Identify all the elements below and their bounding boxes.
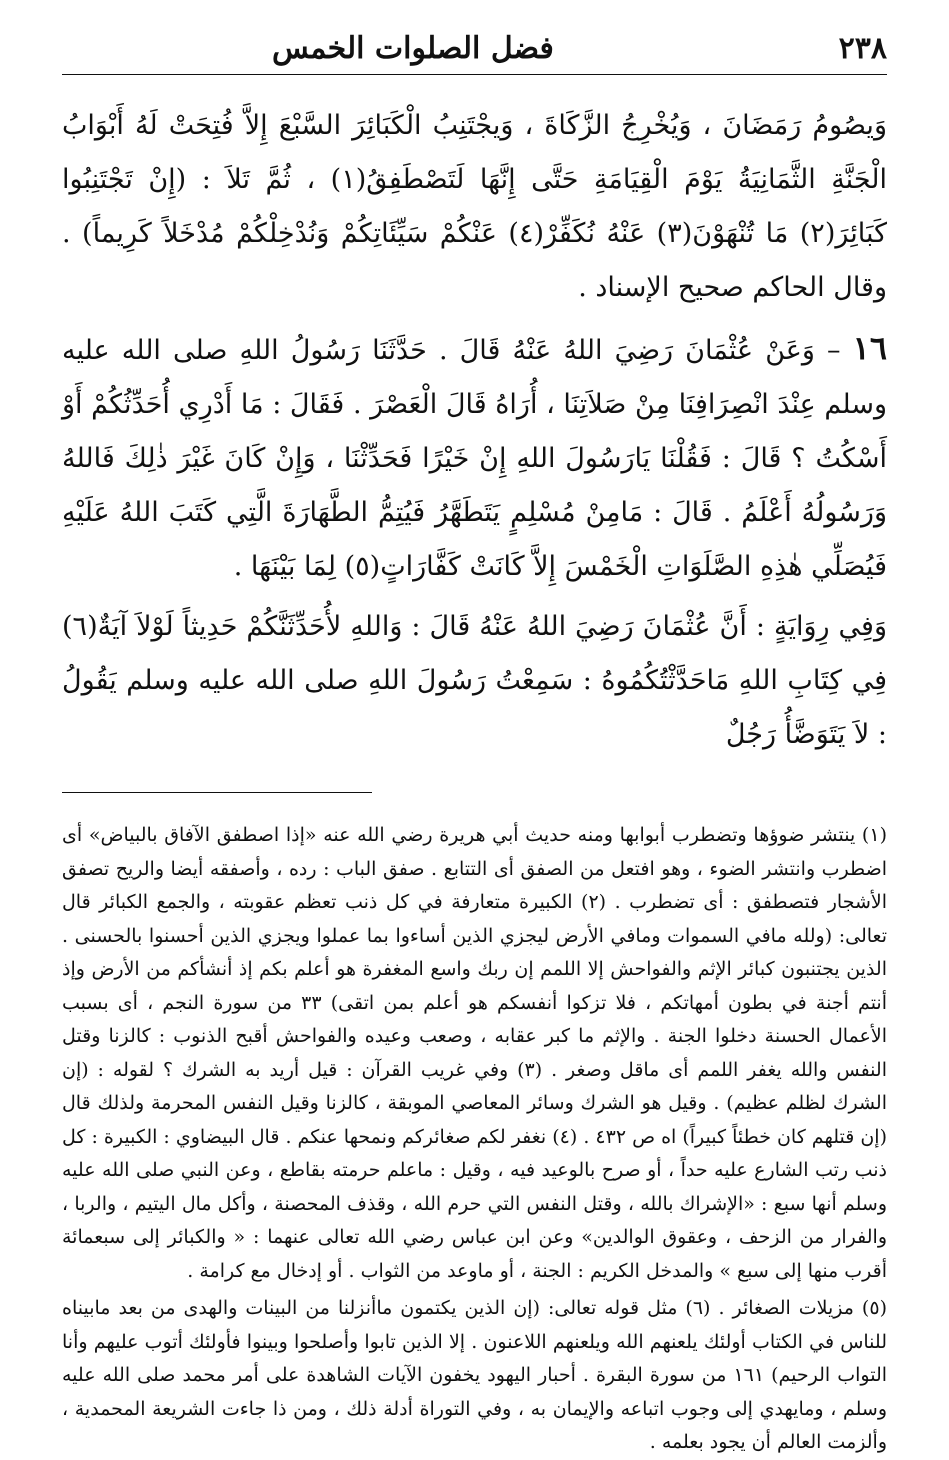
- hadith-number: ١٦: [852, 329, 887, 367]
- footnote-block-2: (٥) مزيلات الصغائر . (٦) مثل قوله تعالى: (إن الذين يكتمون ماأنزلنا من البينات والهدى من بعد مابيناه للناس في الكتاب أولئك يلعنهم الله ويلعنهم اللاعنون . إلا الذين تابوا وأصلحوا وبينوا فأولئك أتوب عليهم وأنا التواب الرحيم) ١٦١ من سورة البقرة . أحبار اليهود يخفون الآيات الشاهدة على أمر محمد صلى الله عليه وسلم ، ومايهدي إلى وجوب اتباعه والإيمان به ، وفي التوراة أدلة ذلك ، ومن ذا جاءت الشريعة المحمدية ، وألزمت العالم أن يجود بعلمه .: [62, 1297, 888, 1453]
- main-paragraph-1: وَيصُومُ رَمَضَانَ ، وَيُخْرِجُ الزَّكَاةَ ، وَيجْتَنِبُ الْكَبَائِرَ السَّبْعَ إِلاَّ فُتِحَتْ لَهُ أَبْوَابُ الْجَنَّةِ الثَّمَانِيَةُ يَوْمَ الْقِيَامَةِ حَتَّى إِنَّهَا لَتَصْطَفِقُ(١) ، ثُمَّ تَلاَ : (إِنْ تَجْتَنِبُوا كَبَائِرَ(٢) مَا تُنْهَوْنَ(٣) عَنْهُ نُكَفِّرْ(٤) عَنْكُمْ سَيِّئَاتِكُمْ وَنُدْخِلْكُمْ مُدْخَلاً كَرِيماً) . وقال الحاكم صحيح الإسناد .: [62, 110, 887, 303]
- main-paragraph-2-text: – وَعَنْ عُثْمَانَ رَضِيَ اللهُ عَنْهُ قَالَ . حَدَّثَنَا رَسُولُ اللهِ صلى الله عليه وسلم عِنْدَ انْصِرَافِنَا مِنْ صَلاَتِنَا ، أُرَاهُ قَالَ الْعَصْرَ . فَقَالَ : مَا أَدْرِي أُحَدِّثُكُمْ أَوْ أَسْكُتُ ؟ قَالَ : فَقُلْنَا يَارَسُولَ اللهِ إِنْ خَيْرًا فَحَدِّثْنَا ، وَإِنْ كَانَ غَيْرَ ذٰلِكَ فَاللهُ وَرَسُولُهُ أَعْلَمُ . قَالَ : مَامِنْ مُسْلِمٍ يَتَطَهَّرُ فَيُتِمُّ الطَّهَارَةَ الَّتِي كَتَبَ اللهُ عَلَيْهِ فَيُصَلِّي هٰذِهِ الصَّلَوَاتِ الْخَمْسَ إِلاَّ كَانَتْ كَفَّارَاتٍ(٥) لِمَا بَيْنَهَا .: [62, 335, 887, 582]
- footnote-block-1: (١) ينتشر ضوؤها وتضطرب أبوابها ومنه حديث أبي هريرة رضي الله عنه «إذا اصطفق الآفاق بالبياض» أى اضطرب وانتشر الضوء ، وهو افتعل من الصفق أى التتابع . صفق الباب : رده ، وأصفقه أيضا والريح تصفق الأشجار فتصطفق : أى تضطرب . (٢) الكبيرة متعارفة في كل ذنب تعظم عقوبته ، والجمع الكبائر قال تعالى: (ولله مافي السموات ومافي الأرض ليجزي الذين أساءوا بما عملوا ويجزي الذين أحسنوا بالحسنى . الذين يجتنبون كبائر الإثم والفواحش إلا اللمم إن ربك واسع المغفرة هو أعلم بكم إذ أنشأكم من الأرض وإذ أنتم أجنة في بطون أمهاتكم ، فلا تزكوا أنفسكم هو أعلم بمن اتقى) ٣٣ من سورة النجم ، أى بسبب الأعمال الحسنة دخلوا الجنة . والإثم ما كبر عقابه ، وصعب وعيده والفواحش أقبح الذنوب : كالزنا وقتل النفس والله يغفر اللمم أى ماقل وصغر . (٣) وفي غريب القرآن : قيل أريد به الشرك ؟ لقوله : (إن الشرك لظلم عظيم) . وقيل هو الشرك وسائر المعاصي الموبقة ، كالزنا وقيل النفس المحرمة ولذلك قال (إن قتلهم كان خطئاً كبيراً) اه ص ٤٣٢ . (٤) نغفر لكم صغائركم ونمحها عنكم . قال البيضاوي : الكبيرة : كل ذنب رتب الشارع عليه حداً ، أو صرح بالوعيد فيه ، وقيل : ماعلم حرمته بقاطع ، وعن النبي صلى الله عليه وسلم أنها سبع : «الإشراك بالله ، وقتل النفس التي حرم الله ، وقذف المحصنة ، وأكل مال اليتيم ، والربا ، والفرار من الزحف ، وعقوق الوالدين» وعن ابن عباس رضي الله تعالى عنهما : « والكبائر إلى سبعمائة أقرب منها إلى سبع » والمدخل الكريم : الجنة ، أو ماوعد من الثواب . أو إدخال مع كرامة .: [62, 824, 888, 1282]
- main-paragraph-2: [62, 321, 887, 594]
- main-paragraph-3: وَفِي رِوَايَةٍ : أَنَّ عُثْمَانَ رَضِيَ اللهُ عَنْهُ قَالَ : وَاللهِ لأُحَدِّثَنَّكُمْ حَدِيثاً لَوْلاَ آيَةٌ(٦) فِي كِتَابِ اللهِ مَاحَدَّثْتُكُمُوهُ : سَمِعْتُ رَسُولَ اللهِ صلى الله عليه وسلم يَقُولُ : لاَ يَتَوَضَّأُ رَجُلٌ: [62, 611, 887, 750]
- footnotes: [62, 819, 887, 1460]
- running-title: فضل الصلوات الخمس: [272, 30, 554, 66]
- footnote-divider: [62, 792, 372, 793]
- page-number: ٢٣٨: [838, 30, 887, 66]
- main-text: [62, 99, 887, 762]
- page-header: [62, 28, 887, 75]
